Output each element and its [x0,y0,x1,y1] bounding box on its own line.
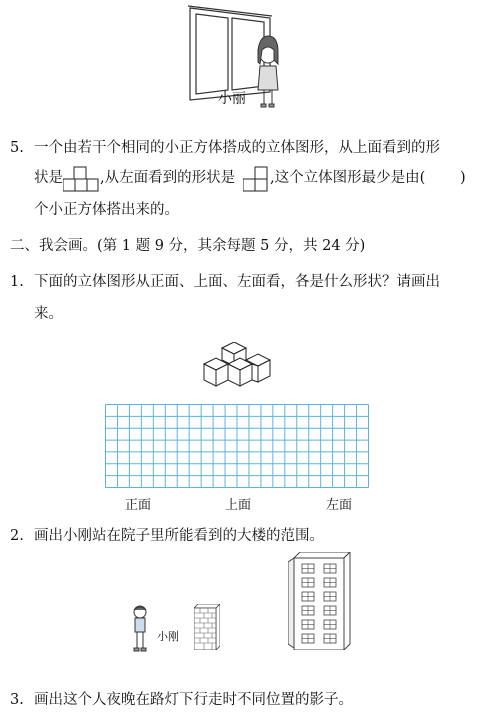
view-label-left: 左面 [326,498,353,513]
q5-line2a: 状是 [34,170,63,186]
building-window [324,592,336,601]
building-window [324,578,336,587]
boy-illustration [128,604,152,654]
building-window [324,634,336,643]
q5-line3: 个小正方体搭出来的。 [34,202,179,218]
s2q1-line1: 下面的立体图形从正面、上面、左面看，各是什么形状？请画出 [34,274,440,290]
brick-wall [194,604,220,650]
q5-number: 5. [10,140,24,156]
s2q1-number: 1. [10,274,24,290]
boy-name-label: 小刚 [157,630,179,643]
building-window [324,564,336,573]
building-window [302,564,314,573]
q5-line2c: ,这个立体图形最少是由( [270,170,426,186]
building-window [302,620,314,629]
s2q1-line2: 来。 [34,306,63,322]
tall-building [288,552,354,650]
q5-answer-blank[interactable]: ) [460,170,466,186]
building-window [324,606,336,615]
drawing-grid[interactable] [105,404,369,488]
section2-title: 二、我会画。(第 1 题 9 分，其余每题 5 分，共 24 分) [10,238,366,254]
building-window [302,578,314,587]
view-label-top: 上面 [225,498,252,513]
view-label-front: 正面 [125,498,152,513]
cube-stack-figure [200,342,280,388]
s2q2-number: 2. [10,528,24,544]
q5-line1: 一个由若干个相同的小正方体搭成的立体图形，从上面看到的形 [34,140,440,156]
q5-line2b: ,从左面看到的形状是 [100,170,236,186]
building-window [302,634,314,643]
s2q3-number: 3. [10,692,24,708]
girl-name-label: 小丽 [218,91,246,107]
left-view-shape [243,166,269,192]
top-view-shape [63,166,99,192]
building-window [324,620,336,629]
s2q3-text: 画出这个人夜晚在路灯下行走时不同位置的影子。 [34,692,353,708]
building-window [302,592,314,601]
building-window [302,606,314,615]
s2q2-text: 画出小刚站在院子里所能看到的大楼的范围。 [34,528,324,544]
